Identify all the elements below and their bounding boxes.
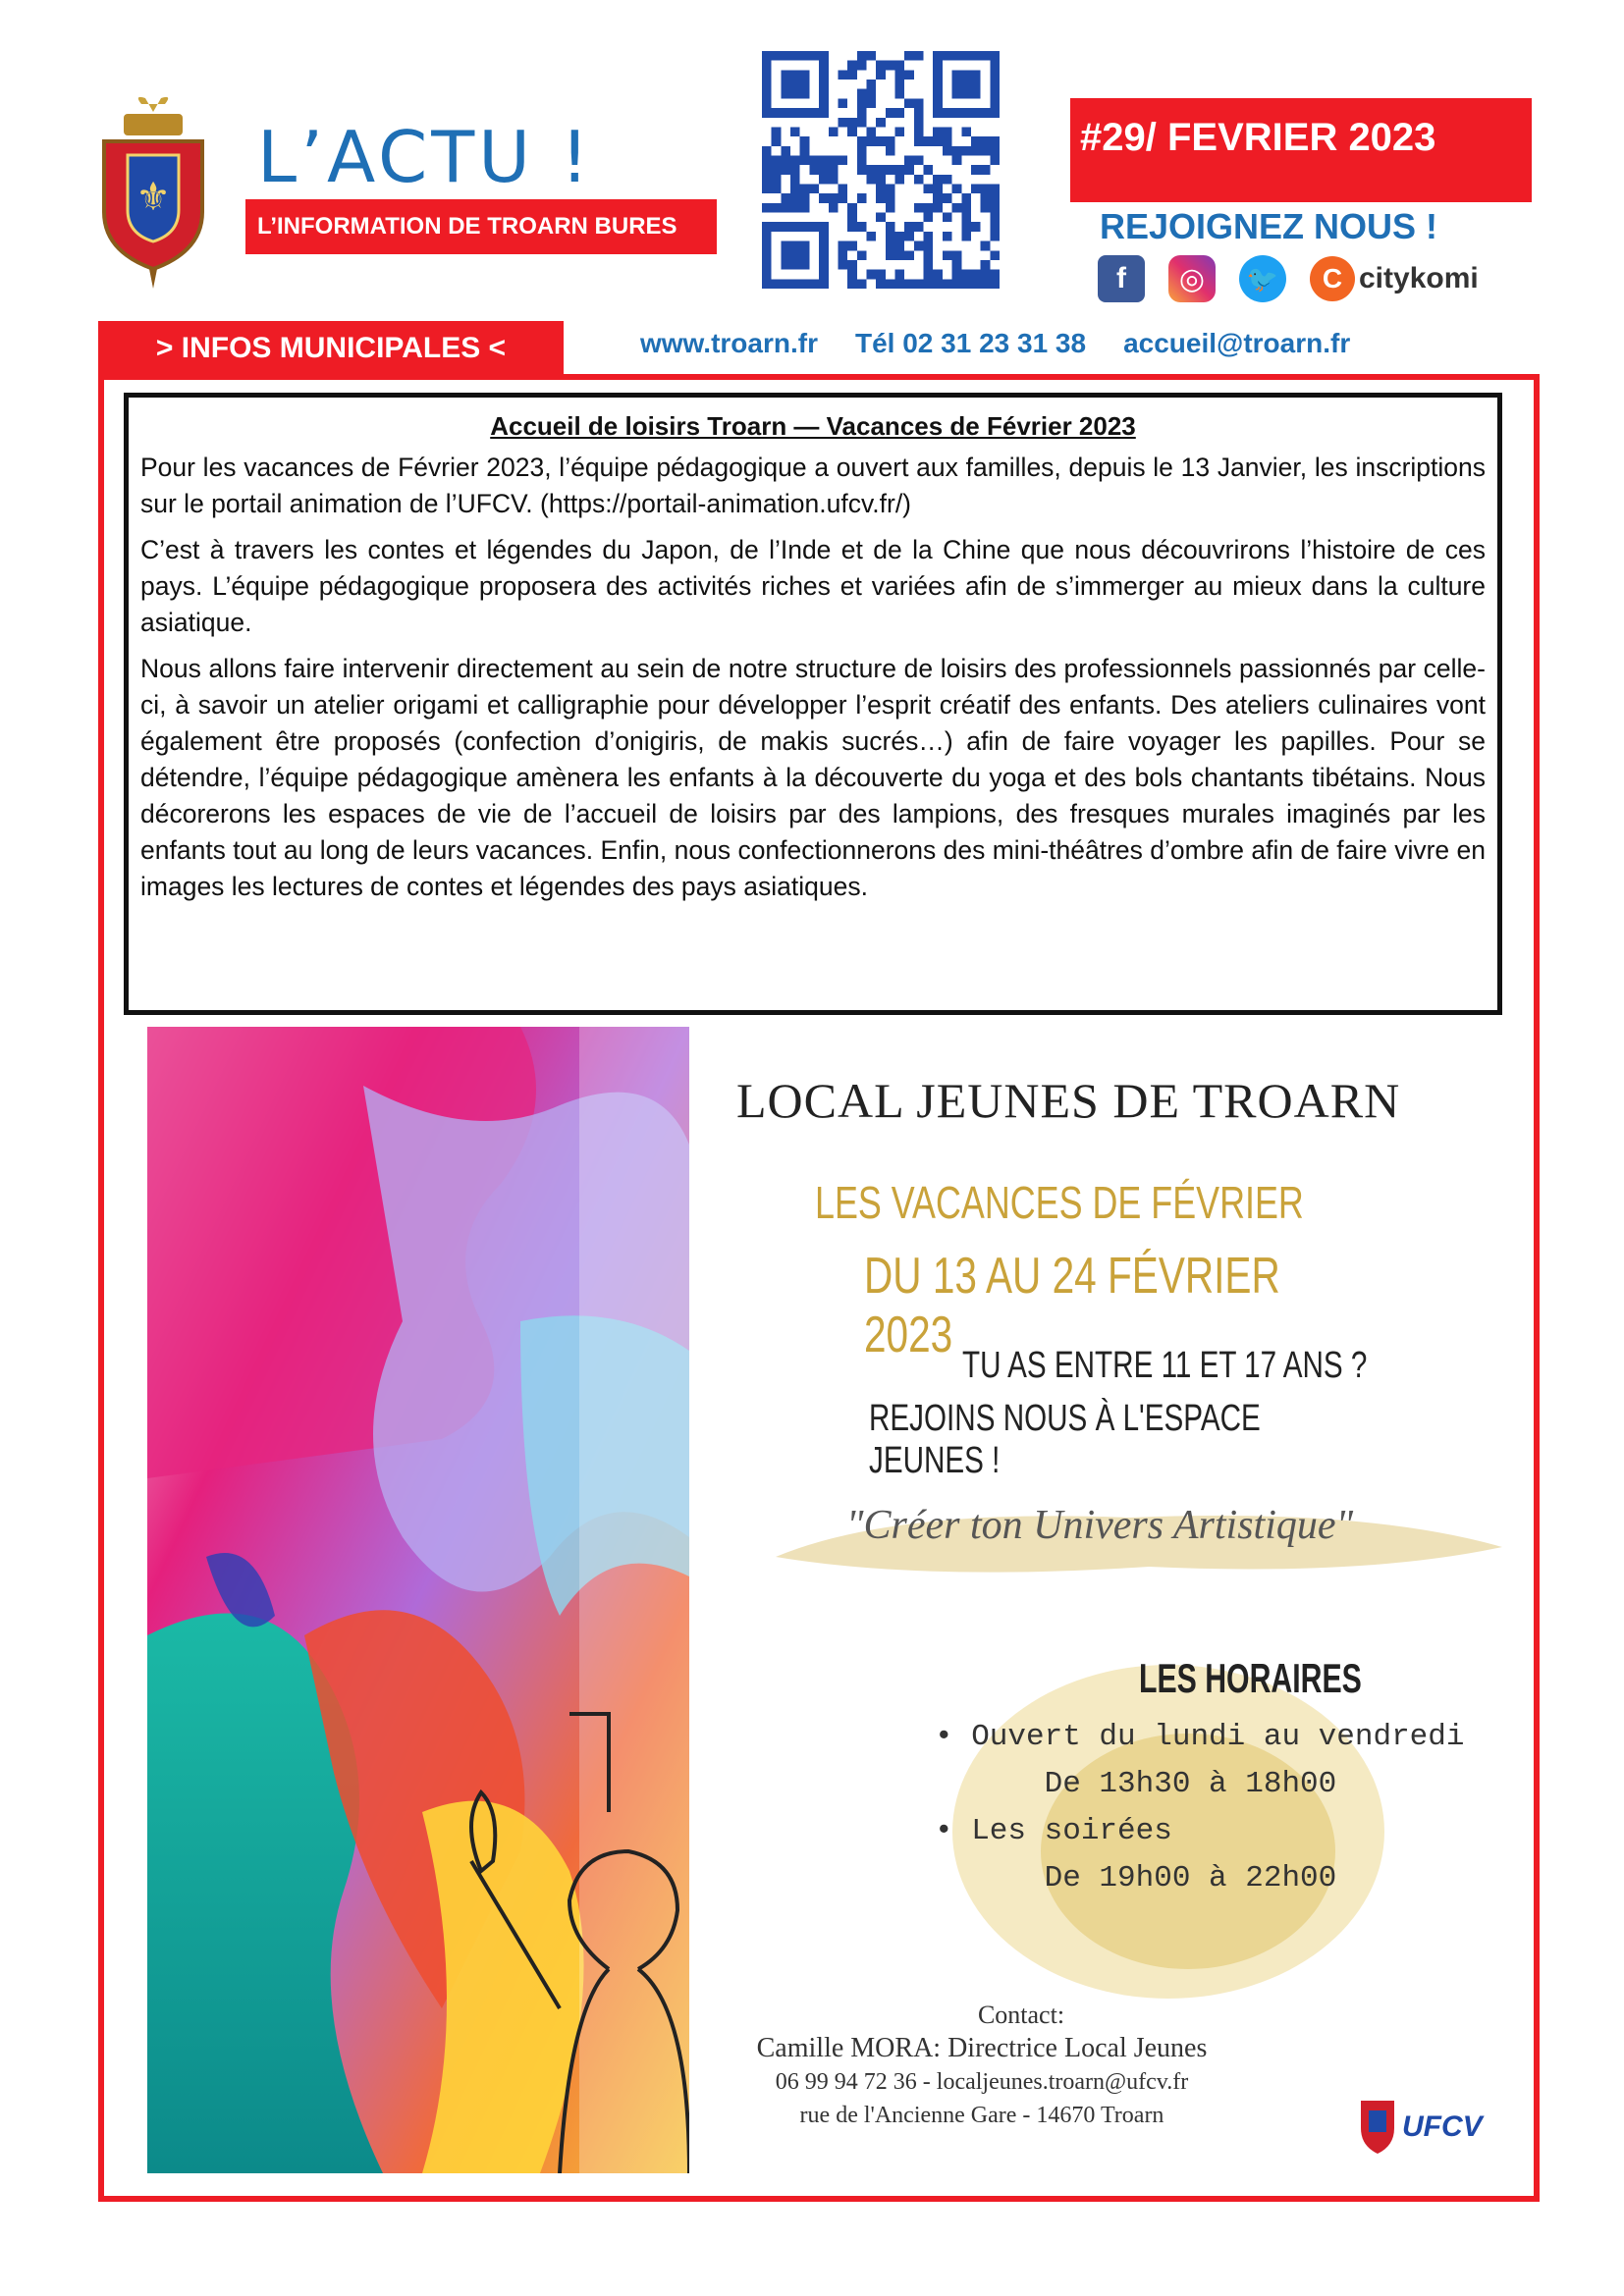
contact-phone-email: 06 99 94 72 36 - localjeunes.troarn@ufcv.fr [775, 2069, 1189, 2095]
website-link[interactable]: www.troarn.fr [640, 328, 818, 358]
newsletter-subtitle: L’INFORMATION DE TROARN BURES [245, 199, 717, 254]
hours-line: • Les soirées [935, 1814, 1172, 1848]
ufcv-logo-text: UFCV [1402, 2110, 1483, 2143]
facebook-icon[interactable]: f [1098, 255, 1145, 302]
citykomi-icon: C [1310, 256, 1355, 301]
hours-line: De 19h00 à 22h00 [935, 1861, 1337, 1896]
newsletter-title: L’ACTU ! [257, 116, 593, 198]
hours-line: De 13h30 à 18h00 [935, 1767, 1337, 1801]
contact-name: Camille MORA: Directrice Local Jeunes [756, 2033, 1208, 2063]
ink-painting-illustration [147, 1027, 689, 2173]
article-paragraph: C’est à travers les contes et légendes du Japon, de l’Inde et de la Chine que nous découvrirons l’histoire de ces pays. L’équipe pédagogique proposera des activités riches et variées afin de s’immerger au mieux dans la culture asiatique. [140, 535, 1486, 637]
citykomi-link[interactable] [1310, 256, 1479, 301]
poster-join: REJOINS NOUS À L'ESPACE JEUNES ! [869, 1398, 1261, 1481]
poster-dates: DU 13 AU 24 FÉVRIER 2023 [864, 1248, 1280, 1363]
join-us-label: REJOIGNEZ NOUS ! [1100, 206, 1438, 246]
hours-line: • Ouvert du lundi au vendredi [935, 1720, 1465, 1754]
instagram-icon[interactable]: ◎ [1168, 255, 1216, 302]
email-link[interactable]: accueil@troarn.fr [1123, 328, 1351, 358]
phone-number[interactable]: Tél 02 31 23 31 38 [854, 328, 1087, 358]
twitter-icon[interactable]: 🐦 [1239, 255, 1286, 302]
poster-hours-title: LES HORAIRES [1139, 1655, 1362, 1701]
contact-label: Contact: [977, 2001, 1065, 2029]
poster-hours [935, 1714, 1465, 1902]
social-links [1098, 251, 1479, 306]
article-paragraph: Nous allons faire intervenir directement au sein de notre structure de loisirs des professionnels passionnés par celle-ci, à savoir un atelier origami et calligraphie pour développer l’esprit créatif des enfants. Des ateliers culinaires vont également être proposés (confection d’onigiris, de makis sucrés…) afin de faire voyager les papilles. Pour se détendre, l’équipe pédagogique amènera les enfants à la découverte du yoga et des bols chantants tibétains. Nous décorerons les espaces de vie de l’accueil de loisirs par des lampions, des fresques murales imaginés par les enfants tout au long de leurs vacances. Enfin, nous confectionnerons des mini-théâtres d’ombre afin de faire vivre en images les lectures de contes et légendes des pays asiatiques. [140, 654, 1486, 901]
article-title: Accueil de loisirs Troarn — Vacances de Février 2023 [490, 411, 1136, 441]
poster-slogan: "Créer ton Univers Artistique" [845, 1503, 1354, 1548]
poster-contact [707, 1999, 1257, 2132]
svg-text:⚜: ⚜ [135, 175, 171, 220]
youth-center-poster [707, 1027, 1522, 2173]
poster-vacances: LES VACANCES DE FÉVRIER [815, 1177, 1304, 1228]
poster-title: LOCAL JEUNES DE TROARN [736, 1073, 1401, 1128]
contact-bar [640, 328, 1350, 359]
contact-address: rue de l'Ancienne Gare - 14670 Troarn [799, 2103, 1164, 2128]
section-tab-infos-municipales: > INFOS MUNICIPALES < [98, 321, 564, 376]
article-paragraph: Pour les vacances de Février 2023, l’équipe pédagogique a ouvert aux familles, depuis le 13 Janvier, les inscriptions sur le portail animation de l’UFCV. (https://portail-animation.ufcv.fr/) [140, 453, 1486, 518]
article-box [124, 393, 1502, 1015]
qr-code-icon[interactable] [762, 51, 1000, 289]
ufcv-logo-icon [1355, 2089, 1502, 2158]
citykomi-label: citykomi [1359, 262, 1479, 294]
troarn-crest-icon [94, 94, 212, 291]
poster-age-range: TU AS ENTRE 11 ET 17 ANS ? [962, 1345, 1368, 1386]
issue-badge: #29/ FEVRIER 2023 [1070, 98, 1532, 202]
